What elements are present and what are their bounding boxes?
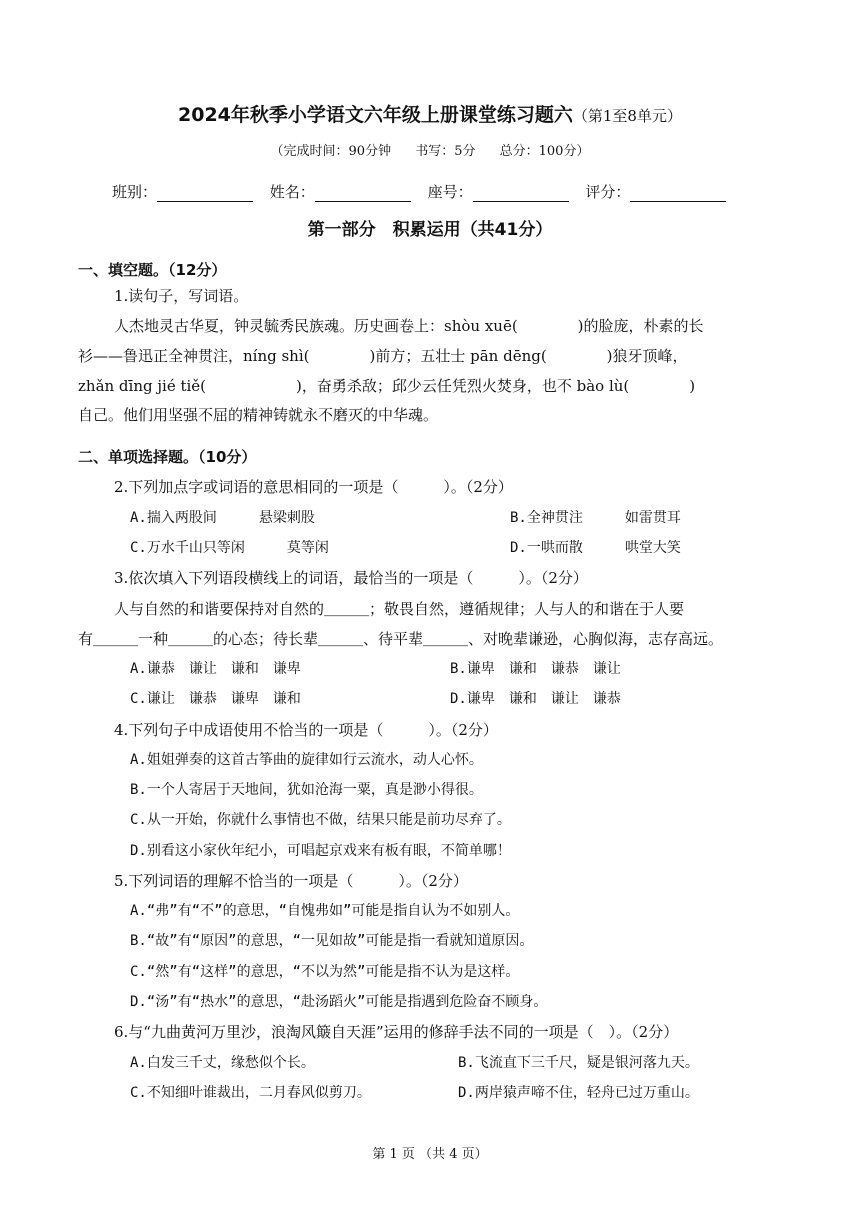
paragraph-line: 人杰地灵古华夏，钟灵毓秀民族魂。历史画卷上：shòu xuē( )的脸庞，朴素的长 bbox=[114, 317, 704, 335]
paragraph-line: 有＿＿＿一种＿＿＿的心态；待长辈＿＿＿、待平辈＿＿＿、对晚辈谦逊，心胸似海，志存高远。 bbox=[78, 630, 724, 648]
option-b: B.一个人寄居于天地间，犹如沧海一粟，真是渺小得很。 bbox=[130, 782, 483, 798]
option-c: C.谦让 谦恭 谦卑 谦和 bbox=[130, 691, 301, 707]
section-heading: 一、填空题。（12分） bbox=[78, 261, 227, 279]
option-d: D.两岸猿声啼不住，轻舟已过万重山。 bbox=[458, 1085, 699, 1101]
option-b: B.飞流直下三千尺，疑是银河落九天。 bbox=[458, 1055, 699, 1071]
page-footer: 第 1 页 （共 4 页） bbox=[372, 1147, 488, 1162]
option-a: A.揣入两股间 悬梁刺股 bbox=[130, 510, 315, 526]
option-d: D.“汤”有“热水”的意思，“赴汤蹈火”可能是指遇到危险奋不顾身。 bbox=[130, 994, 548, 1010]
seat-label: 座号： bbox=[427, 183, 473, 201]
option-c: C.万水千山只等闲 莫等闲 bbox=[130, 540, 329, 556]
part-title: 第一部分 积累运用（共41分） bbox=[307, 220, 553, 240]
paragraph-line: 人与自然的和谐要保持对自然的＿＿＿；敬畏自然，遵循规律；人与人的和谐在于人要 bbox=[114, 600, 685, 618]
question-text: 1.读句子，写词语。 bbox=[114, 287, 249, 305]
name-label: 姓名： bbox=[269, 183, 315, 201]
time-info: （完成时间：90分钟 bbox=[270, 144, 392, 159]
class-field[interactable] bbox=[157, 185, 253, 202]
student-info-row bbox=[112, 181, 738, 202]
exam-info bbox=[0, 140, 860, 159]
option-c: C.“然”有“这样”的意思，“不以为然”可能是指不认为是这样。 bbox=[130, 964, 520, 980]
title-note: （第1至8单元） bbox=[572, 107, 682, 125]
page-title: 2024年秋季小学语文六年级上册课堂练习题六（第1至8单元） bbox=[178, 104, 682, 126]
score-field[interactable] bbox=[630, 185, 726, 202]
option-d: D.一哄而散 哄堂大笑 bbox=[510, 540, 681, 556]
option-b: B.“故”有“原因”的意思，“一见如故”可能是指一看就知道原因。 bbox=[130, 933, 534, 949]
option-d: D.别看这小家伙年纪小，可唱起京戏来有板有眼，不简单哪！ bbox=[130, 843, 511, 859]
option-a: A.“弗”有“不”的意思，“自愧弗如”可能是指自认为不如别人。 bbox=[130, 903, 520, 919]
option-a: A.谦恭 谦让 谦和 谦卑 bbox=[130, 661, 301, 677]
question-text: 5.下列词语的理解不恰当的一项是（ ）。（2分） bbox=[114, 872, 468, 890]
paragraph-line: zhǎn dīng jié tiě( )，奋勇杀敌；邱少云任凭烈火焚身，也不 bào lù( ) bbox=[78, 377, 696, 395]
class-label: 班别： bbox=[112, 183, 158, 201]
score-label: 评分： bbox=[585, 183, 631, 201]
question-text: 3.依次填入下列语段横线上的词语，最恰当的一项是（ ）。（2分） bbox=[114, 569, 588, 587]
option-d: D.谦卑 谦和 谦让 谦恭 bbox=[450, 691, 621, 707]
total-info: 总分：100分） bbox=[499, 144, 590, 159]
question-text: 4.下列句子中成语使用不恰当的一项是（ ）。（2分） bbox=[114, 721, 498, 739]
option-c: C.不知细叶谁裁出，二月春风似剪刀。 bbox=[130, 1085, 371, 1101]
option-a: A.白发三千丈，缘愁似个长。 bbox=[130, 1055, 315, 1071]
question-text: 2.下列加点字或词语的意思相同的一项是（ ）。（2分） bbox=[114, 478, 513, 496]
option-a: A.姐姐弹奏的这首古筝曲的旋律如行云流水，动人心怀。 bbox=[130, 752, 483, 768]
option-b: B.谦卑 谦和 谦恭 谦让 bbox=[450, 661, 621, 677]
option-b: B.全神贯注 如雷贯耳 bbox=[510, 510, 681, 526]
writing-info: 书写：5分 bbox=[415, 144, 476, 159]
seat-field[interactable] bbox=[473, 185, 569, 202]
name-field[interactable] bbox=[315, 185, 411, 202]
paragraph-line: 自己。他们用坚强不屈的精神铸就永不磨灭的中华魂。 bbox=[78, 406, 439, 424]
option-c: C.从一开始，你就什么事情也不做，结果只能是前功尽弃了。 bbox=[130, 812, 511, 828]
section-heading: 二、单项选择题。（10分） bbox=[78, 448, 257, 466]
question-text: 6.与“九曲黄河万里沙，浪淘风簸自天涯”运用的修辞手法不同的一项是（ ）。（2分） bbox=[114, 1023, 679, 1041]
paragraph-line: 衫——鲁迅正全神贯注，níng shì( )前方；五壮士 pān dēng( )狼牙顶峰， bbox=[78, 347, 688, 365]
